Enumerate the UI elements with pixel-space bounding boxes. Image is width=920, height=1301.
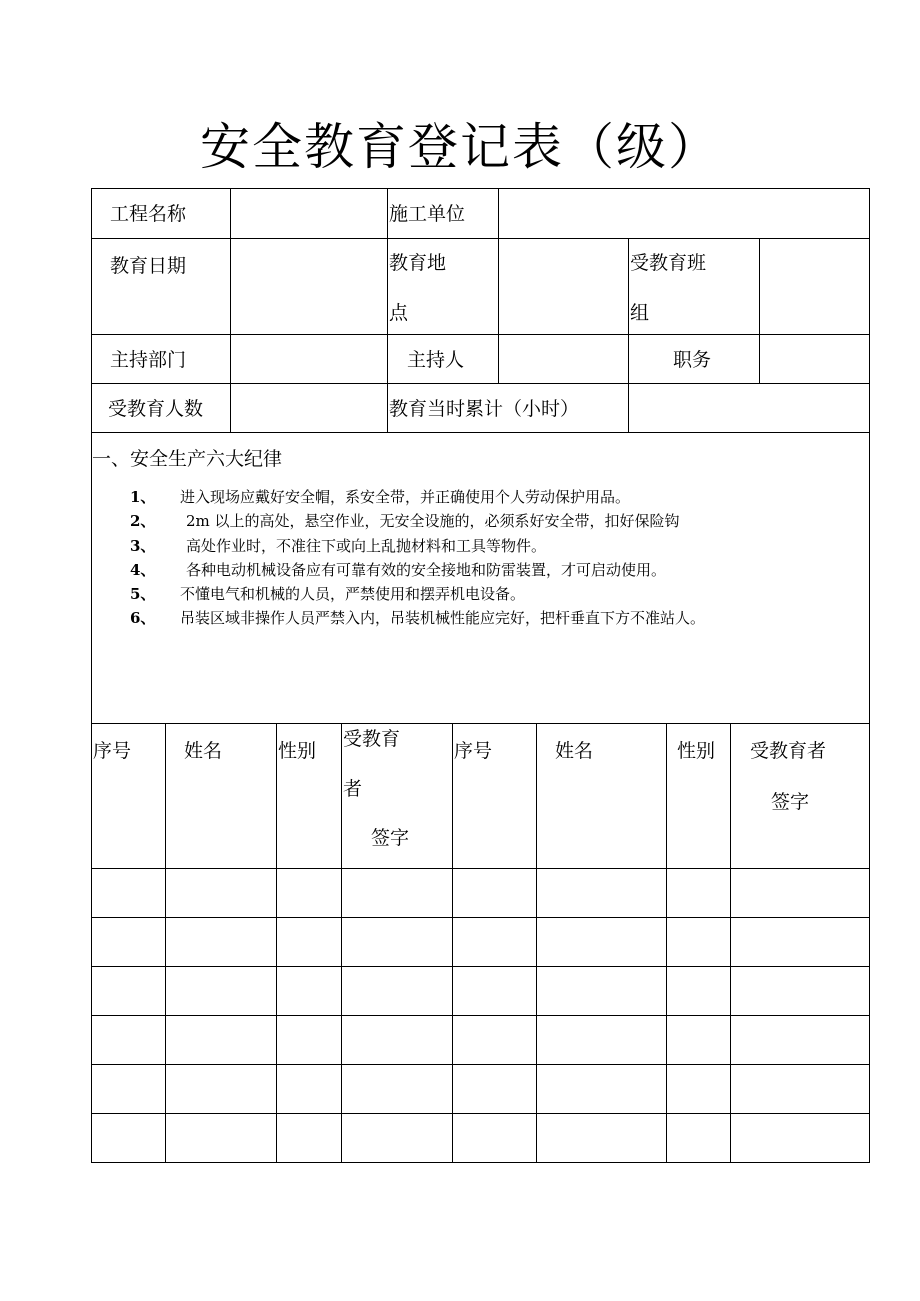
grid-line [92, 1064, 869, 1065]
grid-line [92, 1113, 869, 1114]
grid-line [92, 238, 869, 239]
roster-sign-label-line1: 受教育 [343, 728, 401, 750]
position-label: 职务 [673, 349, 712, 371]
rule-text: 吊装区域非操作人员严禁入内，吊装机械性能应完好，把杆垂直下方不准站人。 [180, 609, 706, 628]
grid-line [536, 723, 537, 1163]
rules-heading: 一、安全生产六大纪律 [92, 448, 283, 470]
rule-text: 高处作业时，不准往下或向上乱抛材料和工具等物件。 [186, 536, 547, 555]
rule-text: 各种电动机械设备应有可靠有效的安全接地和防雷装置，才可启动使用。 [186, 560, 667, 579]
roster-seq-label-2: 序号 [454, 740, 493, 762]
rule-item [130, 485, 705, 509]
host-label: 主持人 [407, 349, 465, 371]
grid-line [92, 966, 869, 967]
grid-line [230, 189, 231, 432]
rule-number: 4、 [130, 560, 156, 579]
team-label-line1: 受教育班 [630, 252, 707, 274]
roster-sign-label-2-line1: 受教育者 [750, 740, 827, 762]
team-label-line2: 组 [630, 302, 650, 324]
grid-line [165, 723, 166, 1163]
grid-line [92, 1015, 869, 1016]
roster-sign-label-line2: 者 [343, 778, 363, 800]
grid-line [498, 334, 499, 383]
edu-place-label-line2: 点 [389, 302, 409, 324]
grid-line [276, 723, 277, 1163]
grid-line [628, 238, 629, 432]
project-name-label: 工程名称 [110, 203, 187, 225]
rule-item [130, 509, 705, 533]
grid-line [387, 189, 388, 432]
roster-sign-label-line3: 签字 [371, 827, 410, 849]
roster-name-label: 姓名 [184, 740, 223, 762]
rule-text: 不懂电气和机械的人员，严禁使用和摆弄机电设备。 [180, 585, 526, 604]
edu-hours-label: 教育当时累计（小时） [389, 398, 580, 420]
rule-number: 1、 [130, 488, 156, 506]
grid-line [341, 723, 342, 1163]
grid-line [92, 334, 869, 335]
grid-line [92, 723, 869, 724]
rule-list [130, 485, 705, 631]
registration-form [91, 188, 870, 1163]
grid-line [92, 917, 869, 918]
roster-name-label-2: 姓名 [555, 740, 594, 762]
roster-gender-label-2: 性别 [677, 740, 716, 762]
grid-line [92, 868, 869, 869]
rule-number: 5、 [130, 585, 156, 604]
grid-line [92, 432, 869, 433]
rule-text: 2m 以上的高处，悬空作业，无安全设施的，必须系好安全带，扣好保险钩 [186, 512, 680, 531]
roster-seq-label: 序号 [93, 740, 132, 762]
grid-line [498, 189, 499, 334]
rule-item [130, 606, 705, 630]
rule-number: 6、 [130, 609, 156, 628]
rule-text: 进入现场应戴好安全帽，系安全带，并正确使用个人劳动保护用品。 [180, 488, 631, 506]
rule-item [130, 582, 705, 606]
host-dept-label: 主持部门 [110, 349, 187, 371]
grid-line [92, 383, 869, 384]
edu-date-label: 教育日期 [110, 255, 187, 277]
roster-gender-label: 性别 [278, 740, 317, 762]
grid-line [452, 723, 453, 1163]
rule-number: 2、 [130, 512, 156, 531]
contractor-label: 施工单位 [389, 203, 466, 225]
trainee-count-label: 受教育人数 [108, 398, 204, 420]
grid-line [730, 723, 731, 1163]
edu-place-label-line1: 教育地 [389, 252, 447, 274]
grid-line [666, 723, 667, 1163]
rule-number: 3、 [130, 536, 156, 555]
rule-item [130, 534, 705, 558]
grid-line [759, 238, 760, 383]
rule-item [130, 558, 705, 582]
page-title: 安全教育登记表（级） [200, 118, 720, 176]
roster-sign-label-2-line2: 签字 [771, 791, 810, 813]
